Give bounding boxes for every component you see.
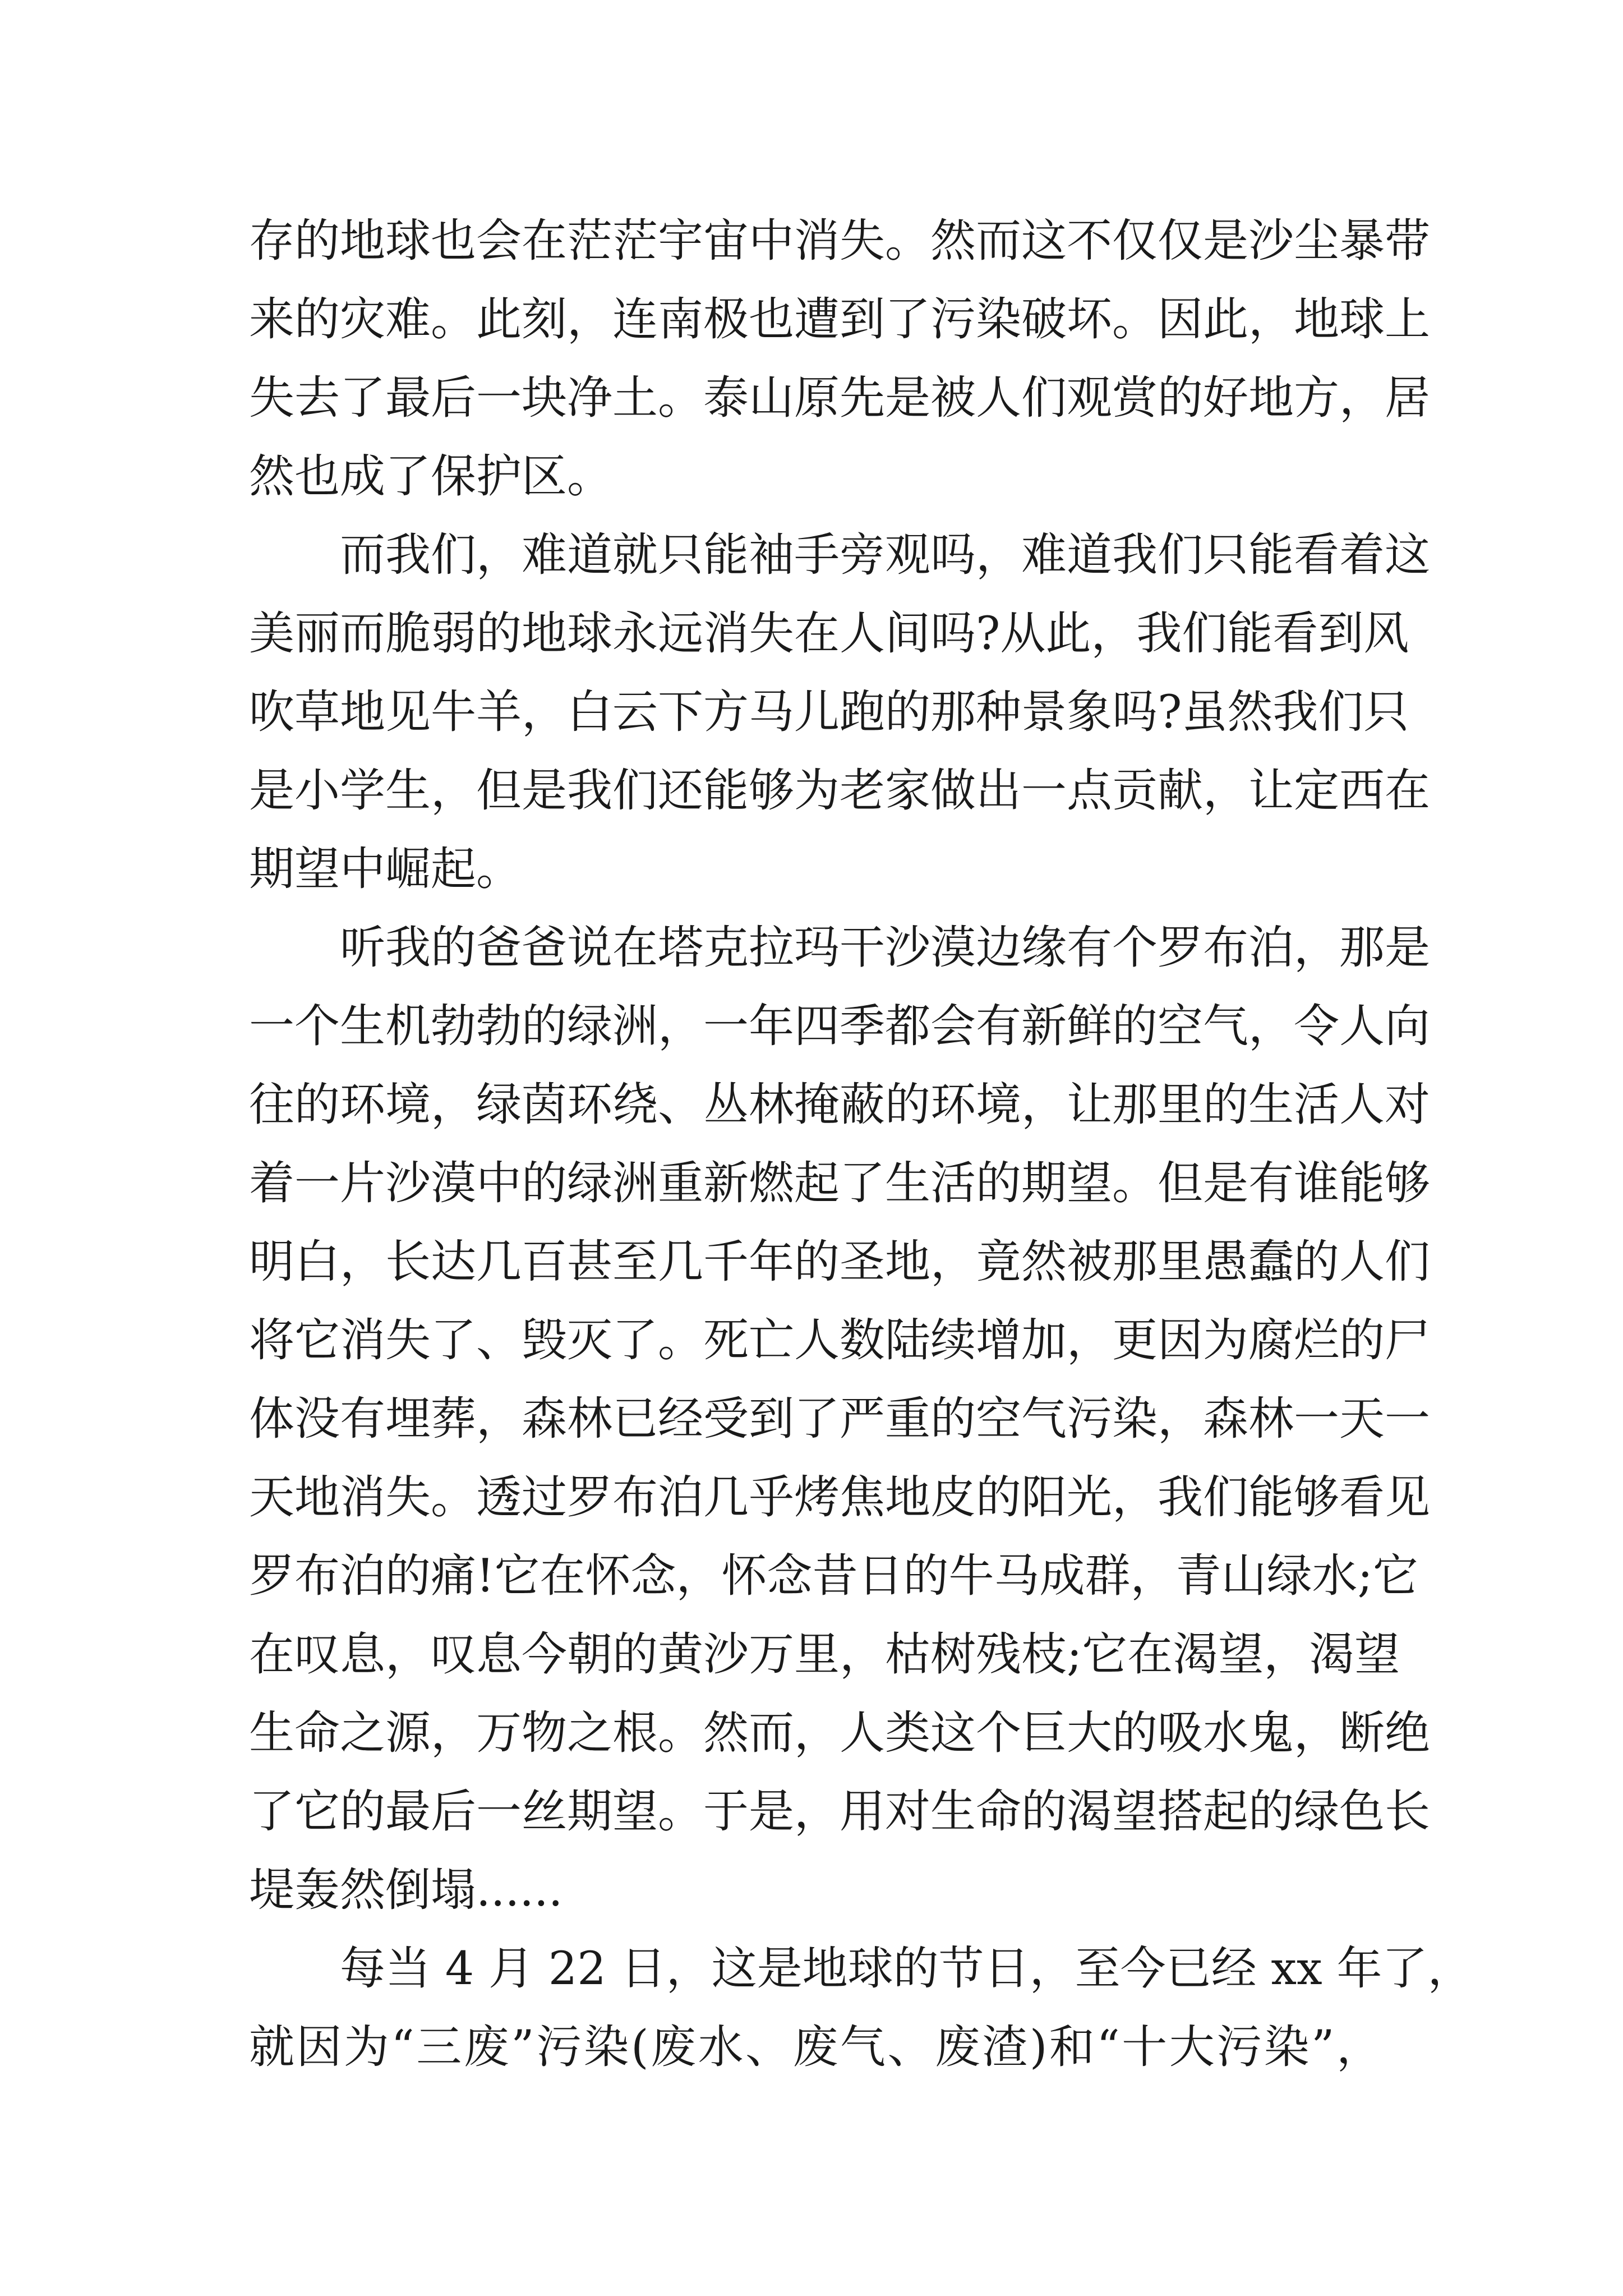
paragraph-line: 着一片沙漠中的绿洲重新燃起了生活的期望。但是有谁能够 [249,1157,1431,1210]
paragraph-line: 将它消失了、毁灭了。死亡人数陆续增加，更因为腐烂的尸 [249,1314,1431,1367]
paragraph-line: 吹草地见牛羊，白云下方马儿跑的那种景象吗?虽然我们只 [249,686,1409,739]
paragraph-line: 一个生机勃勃的绿洲，一年四季都会有新鲜的空气，令人向 [249,1000,1431,1053]
paragraph-line: 在叹息，叹息今朝的黄沙万里，枯树残枝;它在渴望，渴望 [249,1628,1400,1681]
paragraph-line: 堤轰然倒塌...... [249,1864,563,1917]
document-body [249,202,1473,2087]
paragraph-line: 然也成了保护区。 [249,450,613,503]
paragraph-line: 美丽而脆弱的地球永远消失在人间吗?从此，我们能看到风 [249,608,1409,660]
paragraph-line: 每当 4 月 22 日，这是地球的节日，至今已经 xx 年了， [340,1943,1473,1995]
paragraph-line: 明白，长达几百甚至几千年的圣地，竟然被那里愚蠢的人们 [249,1236,1431,1289]
paragraph-line: 听我的爸爸说在塔克拉玛干沙漠边缘有个罗布泊，那是 [340,922,1431,974]
paragraph-line: 就因为“三废”污染(废水、废气、废渣)和“十大污染”， [249,2021,1382,2074]
paragraph-line: 失去了最后一块净土。泰山原先是被人们观赏的好地方，居 [249,372,1431,425]
paragraph-line: 而我们，难道就只能袖手旁观吗，难道我们只能看着这 [340,529,1431,582]
paragraph-line: 生命之源，万物之根。然而，人类这个巨大的吸水鬼，断绝 [249,1707,1431,1760]
paragraph-line: 天地消失。透过罗布泊几乎烤焦地皮的阳光，我们能够看见 [249,1471,1431,1524]
paragraph-line: 罗布泊的痛!它在怀念，怀念昔日的牛马成群，青山绿水;它 [249,1550,1418,1603]
paragraph-line: 往的环境，绿茵环绕、丛林掩蔽的环境，让那里的生活人对 [249,1079,1431,1131]
paragraph-3 [249,909,1431,1930]
paragraph-line: 期望中崛起。 [249,843,522,896]
paragraph-line: 了它的最后一丝期望。于是，用对生命的渴望搭起的绿色长 [249,1786,1431,1838]
paragraph-line: 存的地球也会在茫茫宇宙中消失。然而这不仅仅是沙尘暴带 [249,215,1431,268]
paragraph-2 [249,516,1431,909]
paragraph-4 [249,1930,1473,2087]
paragraph-1 [249,202,1431,516]
paragraph-line: 来的灾难。此刻，连南极也遭到了污染破坏。因此，地球上 [249,293,1431,346]
paragraph-line: 体没有埋葬，森林已经受到了严重的空气污染，森林一天一 [249,1393,1431,1446]
paragraph-line: 是小学生，但是我们还能够为老家做出一点贡献，让定西在 [249,765,1431,817]
